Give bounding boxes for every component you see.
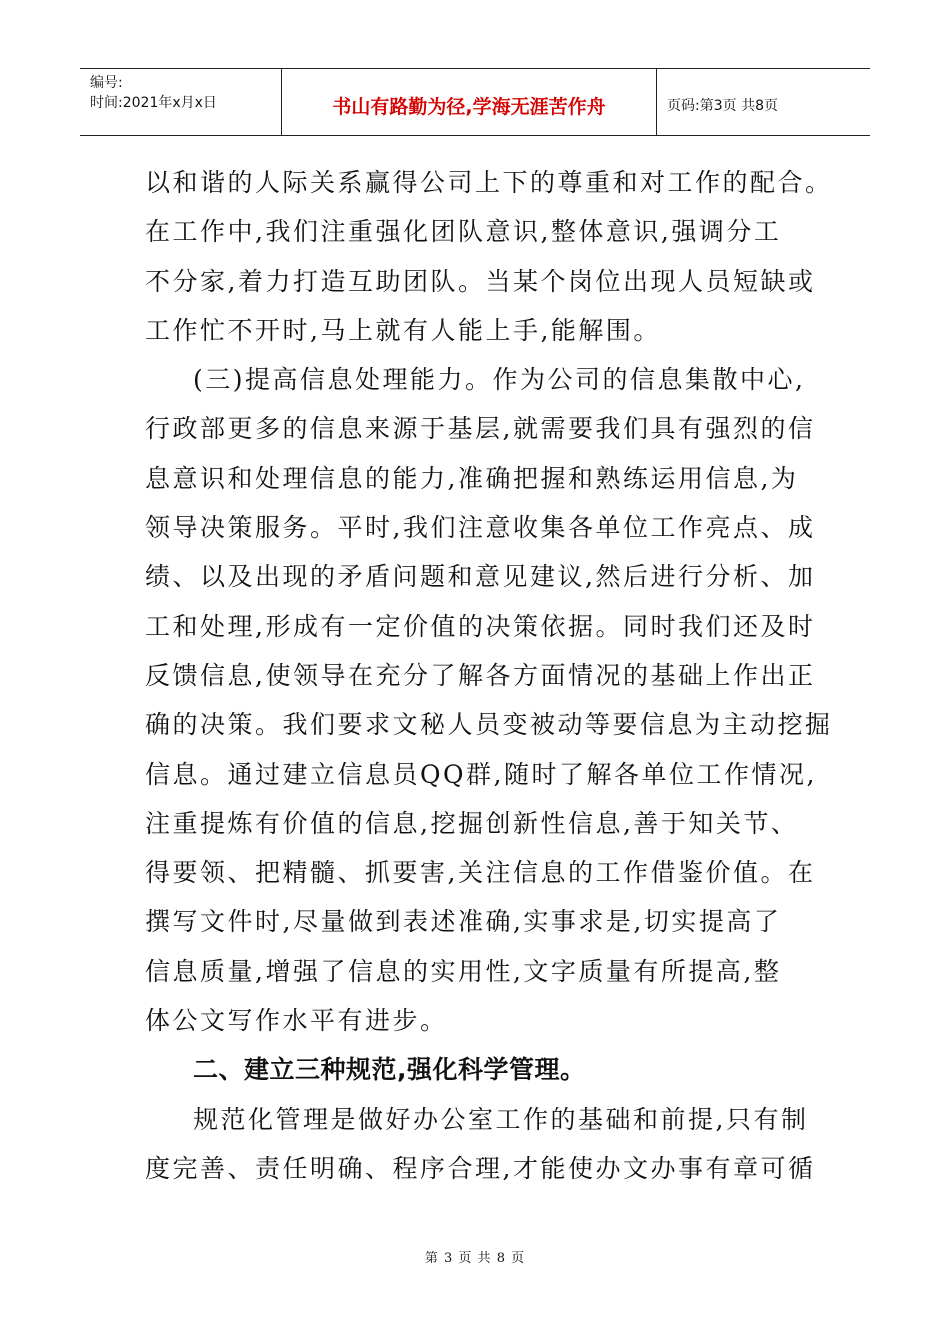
body-line: 领导决策服务。平时,我们注意收集各单位工作亮点、成: [145, 513, 816, 543]
header-motto: 书山有路勤为径,学海无涯苦作舟: [282, 69, 657, 135]
body-line: 度完善、责任明确、程序合理,才能使办文办事有章可循: [145, 1153, 816, 1183]
body-line: 不分家,着力打造互助团队。当某个岗位出现人员短缺或: [145, 266, 816, 296]
body-line: 工作忙不开时,马上就有人能上手,能解围。: [145, 315, 661, 345]
body-line: 以和谐的人际关系赢得公司上下的尊重和对工作的配合。: [145, 168, 833, 197]
body-line: 信息质量,增强了信息的实用性,文字质量有所提高,整: [145, 956, 782, 986]
page-header: [80, 68, 870, 136]
body-line: 确的决策。我们要求文秘人员变被动等要信息为主动挖掘: [145, 710, 833, 740]
section-heading: 二、建立三种规范,强化科学管理。: [193, 1055, 586, 1085]
body-line: 注重提炼有价值的信息,挖掘创新性信息,善于知关节、: [145, 808, 799, 838]
body-line: 息意识和处理信息的能力,准确把握和熟练运用信息,为: [145, 463, 799, 493]
header-number-label: 编号:: [90, 75, 123, 91]
body-line: (三)提高信息处理能力。作为公司的信息集散中心,: [193, 365, 806, 395]
body-line: 撰写文件时,尽量做到表述准确,实事求是,切实提高了: [145, 907, 782, 937]
page-footer: 第 3 页 共 8 页: [424, 1251, 526, 1266]
header-meta-cell: [80, 69, 282, 135]
body-line: 在工作中,我们注重强化团队意识,整体意识,强调分工: [145, 217, 782, 247]
body-line: 信息。通过建立信息员QQ群,随时了解各单位工作情况,: [145, 759, 817, 789]
header-page-info: 页码:第3页 共8页: [667, 98, 778, 114]
document-body: [145, 158, 833, 1193]
body-line: 规范化管理是做好办公室工作的基础和前提,只有制: [193, 1104, 809, 1134]
body-line: 反馈信息,使领导在充分了解各方面情况的基础上作出正: [145, 660, 816, 690]
body-line: 工和处理,形成有一定价值的决策依据。同时我们还及时: [145, 611, 816, 641]
body-line: 绩、以及出现的矛盾问题和意见建议,然后进行分析、加: [145, 562, 816, 592]
body-line: 体公文写作水平有进步。: [145, 1006, 448, 1036]
body-line: 得要领、把精髓、抓要害,关注信息的工作借鉴价值。在: [145, 858, 816, 888]
header-time-label: 时间:2021年x月x日: [90, 95, 217, 111]
body-line: 行政部更多的信息来源于基层,就需要我们具有强烈的信: [145, 414, 816, 444]
